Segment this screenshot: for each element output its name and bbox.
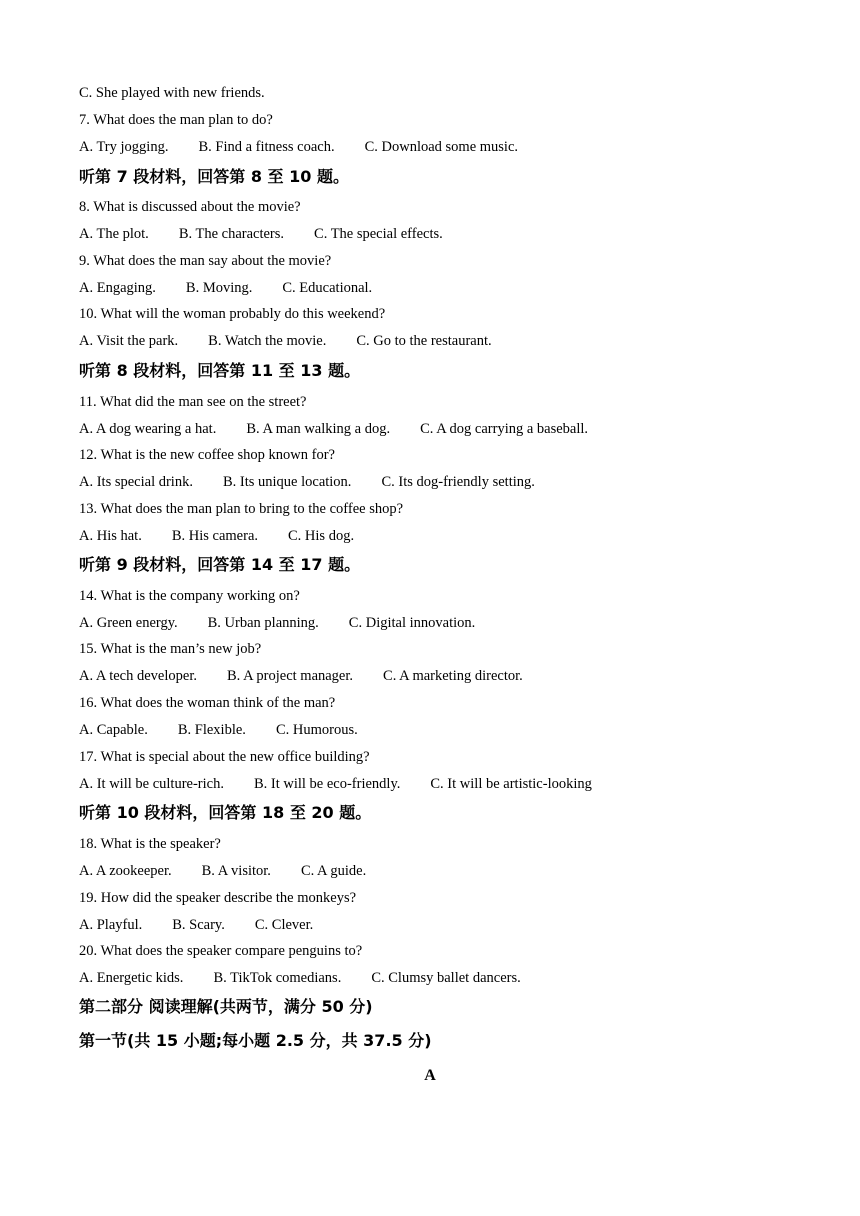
section-heading-9: 听第 9 段材料，回答第 14 至 17 题。	[79, 555, 361, 574]
q13-option-a: A. His hat.	[79, 528, 142, 544]
q10-option-b: B. Watch the movie.	[208, 333, 327, 349]
q9-option-a: A. Engaging.	[79, 280, 156, 296]
q15-option-c: C. A marketing director.	[383, 668, 523, 684]
question-11: 11. What did the man see on the street?	[79, 394, 307, 410]
question-15-options	[79, 667, 523, 685]
q12-option-c: C. Its dog-friendly setting.	[381, 474, 535, 490]
question-8: 8. What is discussed about the movie?	[79, 199, 301, 215]
q10-option-a: A. Visit the park.	[79, 333, 179, 349]
q17-option-a: A. It will be culture-rich.	[79, 776, 224, 792]
q20-option-c: C. Clumsy ballet dancers.	[371, 970, 521, 986]
section-heading-8: 听第 8 段材料，回答第 11 至 13 题。	[79, 361, 361, 380]
section-heading-10: 听第 10 段材料，回答第 18 至 20 题。	[79, 803, 372, 822]
q20-option-a: A. Energetic kids.	[79, 970, 184, 986]
q18-option-c: C. A guide.	[300, 863, 367, 879]
question-20: 20. What does the speaker compare penguins to?	[79, 943, 363, 959]
question-18-options	[79, 862, 366, 880]
question-7: 7. What does the man plan to do?	[79, 112, 273, 128]
question-14: 14. What is the company working on?	[79, 588, 300, 604]
part-two-heading: 第二部分 阅读理解(共两节，满分 50 分)	[79, 997, 373, 1016]
q7-option-b: B. Find a fitness coach.	[198, 139, 335, 155]
q17-option-b: B. It will be eco-friendly.	[253, 776, 401, 792]
q7-option-a: A. Try jogging.	[79, 139, 169, 155]
q10-option-c: C. Go to the restaurant.	[356, 333, 492, 349]
q14-option-a: A. Green energy.	[79, 615, 178, 631]
question-13-options	[79, 527, 354, 545]
q11-option-a: A. A dog wearing a hat.	[79, 421, 217, 437]
question-11-options	[79, 420, 588, 438]
question-14-options	[79, 614, 475, 632]
section-heading-7: 听第 7 段材料，回答第 8 至 10 题。	[79, 167, 349, 186]
question-7-options	[79, 138, 518, 156]
q12-option-b: B. Its unique location.	[222, 474, 352, 490]
question-10-options	[79, 332, 492, 350]
q17-option-c: C. It will be artistic-looking	[430, 776, 592, 792]
q8-option-b: B. The characters.	[178, 226, 285, 242]
passage-a-label: A	[424, 1067, 436, 1084]
q15-option-b: B. A project manager.	[226, 668, 354, 684]
question-19: 19. How did the speaker describe the monkeys?	[79, 890, 357, 906]
q8-option-c: C. The special effects.	[314, 226, 443, 242]
question-19-options	[79, 916, 313, 934]
q11-option-b: B. A man walking a dog.	[246, 421, 391, 437]
question-12: 12. What is the new coffee shop known for?	[79, 447, 335, 463]
q19-option-a: A. Playful.	[79, 917, 143, 933]
question-9-options	[79, 279, 372, 297]
q8-option-a: A. The plot.	[79, 226, 149, 242]
question-9: 9. What does the man say about the movie?	[79, 253, 332, 269]
question-20-options	[79, 969, 521, 987]
question-17: 17. What is special about the new office building?	[79, 749, 370, 765]
q13-option-c: C. His dog.	[288, 528, 355, 544]
q6-option-c: C. She played with new friends.	[79, 85, 265, 101]
q19-option-b: B. Scary.	[172, 917, 225, 933]
question-12-options	[79, 473, 535, 491]
q18-option-a: A. A zookeeper.	[79, 863, 172, 879]
question-10: 10. What will the woman probably do this weekend?	[79, 306, 386, 322]
q9-option-c: C. Educational.	[282, 280, 373, 296]
q14-option-b: B. Urban planning.	[207, 615, 319, 631]
question-18: 18. What is the speaker?	[79, 836, 221, 852]
question-8-options	[79, 225, 443, 243]
q18-option-b: B. A visitor.	[201, 863, 271, 879]
question-16: 16. What does the woman think of the man?	[79, 695, 336, 711]
question-13: 13. What does the man plan to bring to the coffee shop?	[79, 501, 404, 517]
q11-option-c: C. A dog carrying a baseball.	[420, 421, 589, 437]
q16-option-b: B. Flexible.	[177, 722, 246, 738]
q20-option-b: B. TikTok comedians.	[213, 970, 342, 986]
q9-option-b: B. Moving.	[185, 280, 253, 296]
q12-option-a: A. Its special drink.	[79, 474, 193, 490]
q13-option-b: B. His camera.	[171, 528, 259, 544]
q7-option-c: C. Download some music.	[364, 139, 519, 155]
part-two-section-one-heading: 第一节(共 15 小题;每小题 2.5 分，共 37.5 分)	[79, 1031, 432, 1050]
q16-option-a: A. Capable.	[79, 722, 148, 738]
q14-option-c: C. Digital innovation.	[348, 615, 476, 631]
q16-option-c: C. Humorous.	[275, 722, 358, 738]
question-15: 15. What is the man’s new job?	[79, 641, 262, 657]
question-17-options	[79, 775, 592, 793]
q19-option-c: C. Clever.	[254, 917, 314, 933]
q15-option-a: A. A tech developer.	[79, 668, 197, 684]
question-16-options	[79, 721, 358, 739]
